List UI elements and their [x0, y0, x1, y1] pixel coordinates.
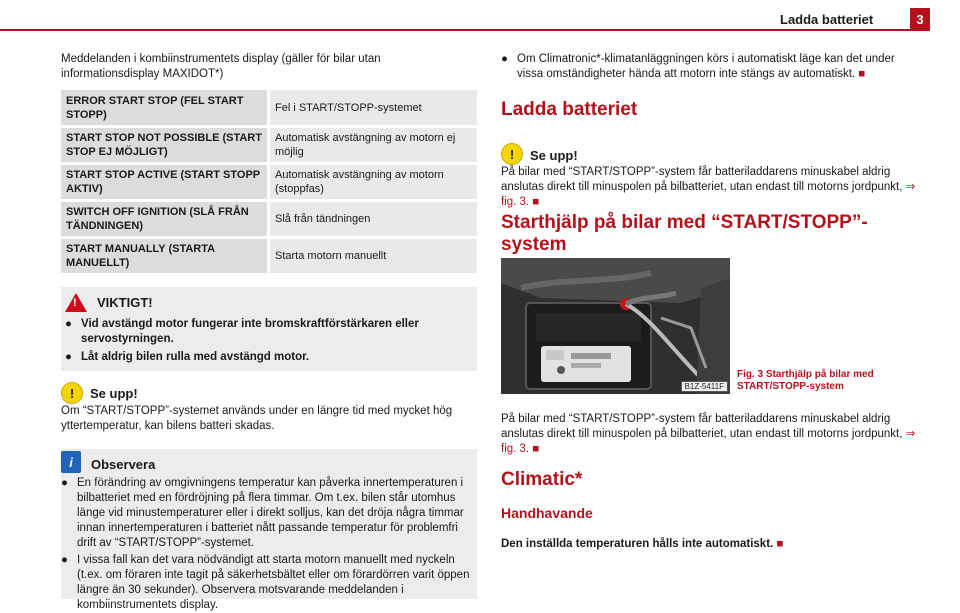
climatronic-text: Om Climatronic*-klimatanläggningen körs i automatiskt läge kan det under vissa omständigheter hända att motorn inte stängs av automatiskt.	[517, 53, 895, 80]
table-row	[61, 165, 477, 202]
viktigt-bullet-2: Låt aldrig bilen rulla med avstängd motor.	[81, 351, 310, 363]
message-description: Slå från tändningen	[267, 202, 477, 239]
info-icon: i	[61, 451, 81, 473]
list-item: ● Låt aldrig bilen rulla med avstängd motor.	[65, 351, 310, 363]
warning-triangle-icon: !	[65, 293, 87, 312]
seupp-title: Se upp!	[90, 386, 138, 401]
message-code: ERROR START STOP (FEL START STOPP)	[61, 90, 267, 128]
end-marker-icon: ■	[776, 538, 784, 550]
image-code-label: B1Z-5411F	[681, 381, 728, 392]
list-item: ● En förändring av omgivningens temperatur kan påverka innertemperaturen i bilbatteriet med en fördröjning på flera timmar. Om t.ex. bilen står utomhus länge vid minustemperaturer eller i direkt solljus, kan det dröja några timmar innan innertemperaturen i batteriet nått passande temperatur för problemfri drift av “START/STOPP”-systemet.	[61, 476, 473, 551]
observera-title: Observera	[91, 457, 156, 472]
table-row	[61, 128, 477, 165]
table-row	[61, 239, 477, 276]
observera-box	[61, 449, 477, 611]
starthjalp-text-body: På bilar med “START/STOPP”-system får batteriladdarens minuskabel aldrig anslutas direkt till minuspolen på bilbatteriet, utan endast till motorns jordpunkt,	[501, 413, 903, 440]
seupp-text-right-body: På bilar med “START/STOPP”-system får batteriladdarens minuskabel aldrig anslutas direkt till minuspolen på bilbatteriet, utan endast till motorns jordpunkt,	[501, 166, 903, 193]
fig-link[interactable]: ⇒ fig. 3.	[501, 181, 916, 208]
table-row	[61, 90, 477, 128]
message-description: Starta motorn manuellt	[267, 239, 477, 276]
end-marker-icon: ■	[532, 196, 540, 208]
ladda-heading: Ladda batteriet	[501, 99, 638, 120]
fig-link[interactable]: ⇒ fig. 3.	[501, 428, 916, 455]
climatic-text-body: Den inställda temperaturen hålls inte automatiskt.	[501, 538, 774, 550]
page-number: 3	[910, 8, 930, 31]
viktigt-title: VIKTIGT!	[97, 295, 153, 310]
battery-figure	[501, 258, 730, 394]
figure-caption: Fig. 3 Starthjälp på bilar med START/STOPP-system	[737, 369, 874, 392]
starthjalp-text	[501, 412, 916, 457]
viktigt-box	[61, 287, 477, 371]
list-item: ● Vid avstängd motor fungerar inte bromskraftförstärkaren eller servostyrningen.	[65, 317, 470, 347]
starthjalp-heading: Starthjälp på bilar med “START/STOPP”-system	[501, 212, 868, 255]
message-code: START STOP ACTIVE (START STOPP AKTIV)	[61, 165, 267, 202]
message-code: START MANUALLY (STARTA MANUELLT)	[61, 239, 267, 276]
message-description: Automatisk avstängning av motorn ej möjlig	[267, 128, 477, 165]
seupp-text-right	[501, 165, 916, 210]
end-marker-icon: ■	[858, 68, 866, 80]
handhavande-heading: Handhavande	[501, 505, 593, 521]
message-code: SWITCH OFF IGNITION (SLÅ FRÅN TÄNDNINGEN)	[61, 202, 267, 239]
header-rule	[0, 29, 910, 31]
climatic-heading: Climatic*	[501, 469, 583, 490]
observera-bullet-2: I vissa fall kan det vara nödvändigt att starta motorn manuellt med nyckeln (t.ex. om föraren inte tagit på säkerhetsbältet eller om förardörren varit öppen längre än 30 sekunder). Observera motsvarande meddelanden i kombiinstrumentets display.	[77, 554, 470, 611]
message-code: START STOP NOT POSSIBLE (START STOP EJ MÖJLIGT)	[61, 128, 267, 165]
running-header-title: Ladda batteriet	[780, 12, 874, 27]
display-messages-table	[61, 90, 477, 276]
end-marker-icon: ■	[532, 443, 540, 455]
seupp-title-right: Se upp!	[530, 148, 578, 163]
list-item: ● Om Climatronic*-klimatanläggningen körs i automatiskt läge kan det under vissa omständigheter hända att motorn inte stängs av automatiskt. ■	[501, 53, 895, 80]
message-description: Fel i START/STOPP-systemet	[267, 90, 477, 128]
table-row	[61, 202, 477, 239]
seupp-text: Om “START/STOPP”-systemet används under en längre tid med mycket hög yttertemperatur, kan bilens batteri skadas.	[61, 405, 453, 432]
viktigt-bullet-1: Vid avstängd motor fungerar inte bromskraftförstärkaren eller servostyrningen.	[81, 318, 419, 345]
message-description: Automatisk avstängning av motorn (stoppfas)	[267, 165, 477, 202]
observera-bullet-1: En förändring av omgivningens temperatur kan påverka innertemperaturen i bilbatteriet med en fördröjning på flera timmar. Om t.ex. bilen står utomhus länge vid minustemperaturer eller i direkt solljus, kan det dröja några timmar innan innertemperaturen i batteriet nått passande temperatur för problemfri drift av “START/STOPP”-systemet.	[77, 477, 464, 549]
caution-icon: !	[501, 143, 523, 165]
climatic-text	[501, 537, 916, 552]
display-messages-intro: Meddelanden i kombiinstrumentets display (gäller för bilar utan informationsdisplay MAXIDOT*)	[61, 53, 381, 80]
battery-illustration	[501, 258, 730, 394]
list-item: ● I vissa fall kan det vara nödvändigt att starta motorn manuellt med nyckeln (t.ex. om föraren inte tagit på säkerhetsbältet eller om förardörren varit öppen längre än 30 sekunder). Observera motsvarande meddelanden i kombiinstrumentets display.	[61, 553, 473, 613]
caution-icon: !	[61, 382, 83, 404]
